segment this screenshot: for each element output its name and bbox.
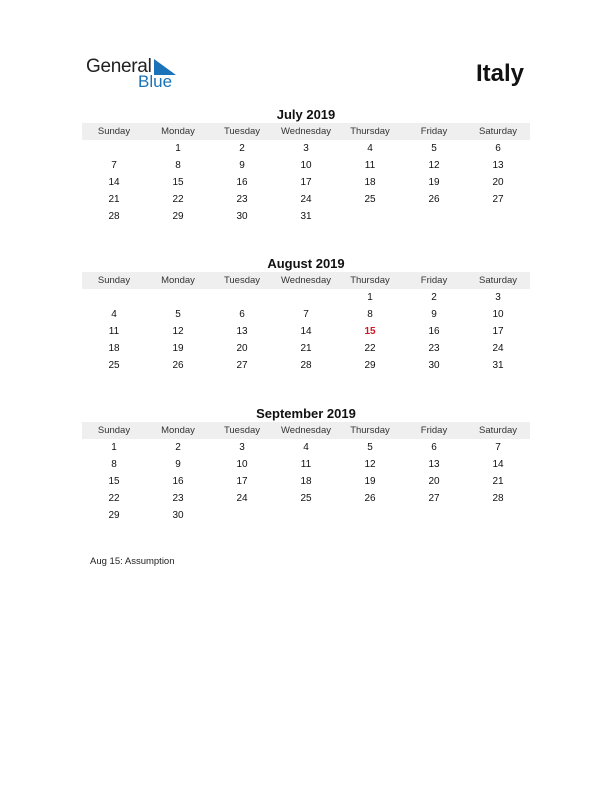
day-cell: 23 [172,493,184,504]
day-cell: 11 [364,160,376,171]
day-cell: 19 [428,177,440,188]
weekday-label: Sunday [97,275,131,286]
day-cell: 15 [108,476,120,487]
day-cell: 15 [172,177,184,188]
day-cell: 3 [495,292,501,303]
day-cell: 21 [492,476,504,487]
day-cell: 25 [108,360,120,371]
weekday-header-row [82,422,530,439]
weekday-label: Tuesday [223,126,261,137]
day-cell [466,208,530,225]
day-cell: 12 [172,326,184,337]
day-cell: 12 [428,160,440,171]
day-cell: 29 [108,510,120,521]
day-cell: 2 [431,292,437,303]
day-cell: 21 [300,343,312,354]
day-cell: 9 [431,309,437,320]
day-cell [338,507,402,524]
day-cell: 25 [364,194,376,205]
week-row [82,490,530,507]
day-cell: 1 [367,292,373,303]
day-cell: 13 [236,326,248,337]
day-cell: 10 [300,160,312,171]
day-cell: 25 [300,493,312,504]
day-cell: 20 [492,177,504,188]
day-cell: 19 [172,343,184,354]
day-cell: 30 [428,360,440,371]
day-cell [402,507,466,524]
weekday-label: Tuesday [223,275,261,286]
day-cell: 17 [236,476,248,487]
weekday-label: Thursday [350,126,390,137]
logo-text-blue: Blue [138,72,173,91]
week-row [82,323,530,340]
day-cell: 5 [431,143,437,154]
day-cell: 1 [111,442,117,453]
day-cell: 20 [428,476,440,487]
month-calendar [82,405,530,524]
weekday-label: Sunday [97,126,131,137]
day-cell: 23 [236,194,248,205]
month-calendar [82,255,530,374]
day-cell: 7 [495,442,501,453]
weekday-label: Monday [161,126,195,137]
day-cell: 6 [495,143,501,154]
day-cell: 24 [236,493,248,504]
day-cell: 14 [300,326,312,337]
weekday-label: Thursday [350,425,390,436]
day-cell: 7 [111,160,117,171]
day-cell [274,507,338,524]
day-cell: 28 [108,211,120,222]
day-cell: 10 [492,309,504,320]
day-cell: 22 [364,343,376,354]
weekday-label: Friday [420,275,448,286]
weekday-label: Monday [161,425,195,436]
day-cell: 18 [364,177,376,188]
week-row [82,340,530,357]
week-row [82,456,530,473]
day-cell: 16 [172,476,184,487]
day-cell: 8 [111,459,117,470]
weekday-label: Wednesday [281,126,331,137]
day-cell: 24 [492,343,504,354]
country-title: Italy [475,60,524,87]
day-cell: 27 [492,194,504,205]
day-cell: 6 [431,442,437,453]
weekday-label: Friday [420,126,448,137]
day-cell: 31 [300,211,312,222]
day-cell [210,289,274,306]
week-row [82,140,530,157]
day-cell: 9 [239,160,245,171]
day-cell: 30 [236,211,248,222]
day-cell: 17 [300,177,312,188]
day-cell: 1 [175,143,181,154]
day-cell: 4 [367,143,373,154]
day-cell: 8 [367,309,373,320]
day-cell: 29 [364,360,376,371]
day-cell: 28 [492,493,504,504]
day-cell: 3 [303,143,309,154]
day-cell: 26 [364,493,376,504]
day-cell [466,507,530,524]
day-cell: 16 [428,326,440,337]
day-cell [274,289,338,306]
weekday-label: Tuesday [223,425,261,436]
day-cell: 3 [239,442,245,453]
week-row [82,473,530,490]
day-cell: 2 [239,143,245,154]
day-cell: 22 [108,493,120,504]
day-cell [338,208,402,225]
weekday-label: Saturday [478,275,518,286]
day-cell: 5 [175,309,181,320]
month-title: September 2019 [256,406,356,421]
week-row [82,306,530,323]
weekday-label: Wednesday [281,425,331,436]
weekday-label: Saturday [478,126,518,137]
holiday-note: Aug 15: Assumption [90,556,175,567]
day-cell: 26 [428,194,440,205]
logo-text-general: General [86,56,152,77]
week-row [82,208,530,225]
week-row [82,357,530,374]
day-cell: 10 [236,459,248,470]
day-cell: 31 [492,360,504,371]
month-title: August 2019 [267,256,345,271]
day-cell: 18 [108,343,120,354]
day-cell: 4 [303,442,309,453]
day-cell: 18 [300,476,312,487]
day-cell: 13 [428,459,440,470]
holiday-day-cell: 15 [364,326,376,337]
month-title: July 2019 [276,107,336,122]
day-cell: 27 [236,360,248,371]
weekday-header-row [82,123,530,140]
brand-logo [86,56,186,92]
day-cell: 14 [108,177,120,188]
day-cell: 27 [428,493,440,504]
week-row [82,439,530,456]
day-cell: 8 [175,160,181,171]
day-cell: 5 [367,442,373,453]
day-cell: 7 [303,309,309,320]
day-cell: 4 [111,309,117,320]
day-cell [82,289,146,306]
weekday-label: Wednesday [281,275,331,286]
day-cell [210,507,274,524]
day-cell: 17 [492,326,504,337]
week-row [82,289,530,306]
week-row [82,507,530,524]
day-cell: 22 [172,194,184,205]
weekday-label: Monday [161,275,195,286]
day-cell [402,208,466,225]
day-cell: 16 [236,177,248,188]
day-cell: 21 [108,194,120,205]
day-cell: 29 [172,211,184,222]
day-cell: 11 [300,459,312,470]
day-cell: 13 [492,160,504,171]
day-cell: 23 [428,343,440,354]
weekday-header-row [82,272,530,289]
day-cell: 12 [364,459,376,470]
day-cell: 11 [108,326,120,337]
week-row [82,174,530,191]
day-cell: 14 [492,459,504,470]
day-cell: 20 [236,343,248,354]
weekday-label: Sunday [97,425,131,436]
month-calendar [82,106,530,225]
week-row [82,191,530,208]
weekday-label: Friday [420,425,448,436]
day-cell: 2 [175,442,181,453]
day-cell: 28 [300,360,312,371]
day-cell: 19 [364,476,376,487]
weekday-label: Thursday [350,275,390,286]
day-cell [82,140,146,157]
week-row [82,157,530,174]
weekday-label: Saturday [478,425,518,436]
day-cell: 26 [172,360,184,371]
day-cell [146,289,210,306]
day-cell: 6 [239,309,245,320]
day-cell: 9 [175,459,181,470]
day-cell: 24 [300,194,312,205]
day-cell: 30 [172,510,184,521]
